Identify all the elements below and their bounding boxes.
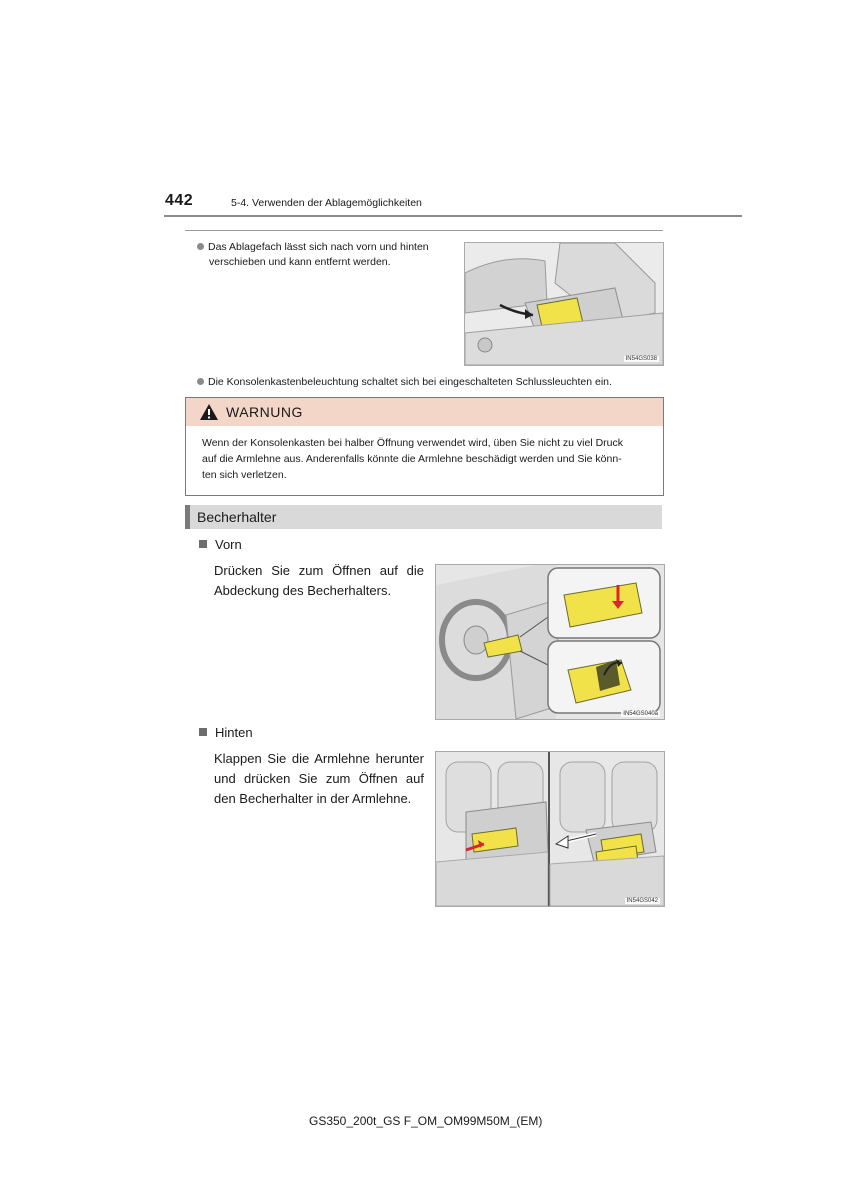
subheading-front-text: Vorn [215,537,242,552]
figure-code: IN54GS042 [626,898,658,904]
paragraph-line: Klappen Sie die Armlehne herunter [214,751,424,766]
figure-rear-cupholder [435,751,665,907]
section-heading-bar [185,505,662,529]
warning-line: Wenn der Konsolenkasten bei halber Öffnung verwendet wird, üben Sie nicht zu viel Druck [202,437,624,449]
paragraph-line: und drücken Sie zum Öffnen auf [214,771,424,786]
figure-console-tray [464,242,664,366]
bullet-tray [197,240,462,270]
content-divider [185,230,663,231]
bullet-lighting [197,375,667,390]
footer-code: GS350_200t_GS F_OM_OM99M50M_(EM) [309,1114,543,1128]
warning-body [202,435,654,483]
bullet-tray-line1: Das Ablagefach lässt sich nach vorn und hinten [208,241,429,253]
figure-code: IN54GS038 [625,356,657,362]
front-cupholder-illustration [436,565,664,719]
bullet-lighting-text: Die Konsolenkastenbeleuchtung schaltet sich bei eingeschalteten Schlussleuchten ein. [208,376,612,388]
paragraph-line: den Becherhalter in der Armlehne. [214,791,412,806]
square-bullet-icon [199,728,207,736]
warning-title: WARNUNG [226,404,303,420]
warning-line: auf die Armlehne aus. Anderenfalls könnte die Armlehne beschädigt werden und Sie könn- [202,453,622,465]
section-heading: Becherhalter [197,509,277,525]
paragraph-line: Drücken Sie zum Öffnen auf die [214,563,424,578]
paragraph-rear [214,749,424,809]
subheading-rear [199,725,253,740]
subheading-rear-text: Hinten [215,725,253,740]
figure-front-cupholder [435,564,665,720]
warning-header [186,398,663,426]
paragraph-line: Abdeckung des Becherhalters. [214,583,392,598]
bullet-dot-icon [197,378,204,385]
section-accent [185,505,190,529]
subheading-front [199,537,242,552]
bullet-tray-line2: verschieben und kann entfernt werden. [209,256,391,268]
bullet-dot-icon [197,243,204,250]
section-title: 5-4. Verwenden der Ablagemöglichkeiten [231,197,422,209]
square-bullet-icon [199,540,207,548]
figure-code: IN54GS040a [623,711,658,717]
rear-cupholder-illustration [436,752,664,906]
console-tray-illustration [465,243,663,365]
paragraph-front [214,561,424,601]
warning-box [185,397,664,496]
header-divider [164,215,742,217]
warning-triangle-icon [199,403,219,421]
warning-line: ten sich verletzen. [202,469,287,481]
page-number: 442 [165,192,194,209]
